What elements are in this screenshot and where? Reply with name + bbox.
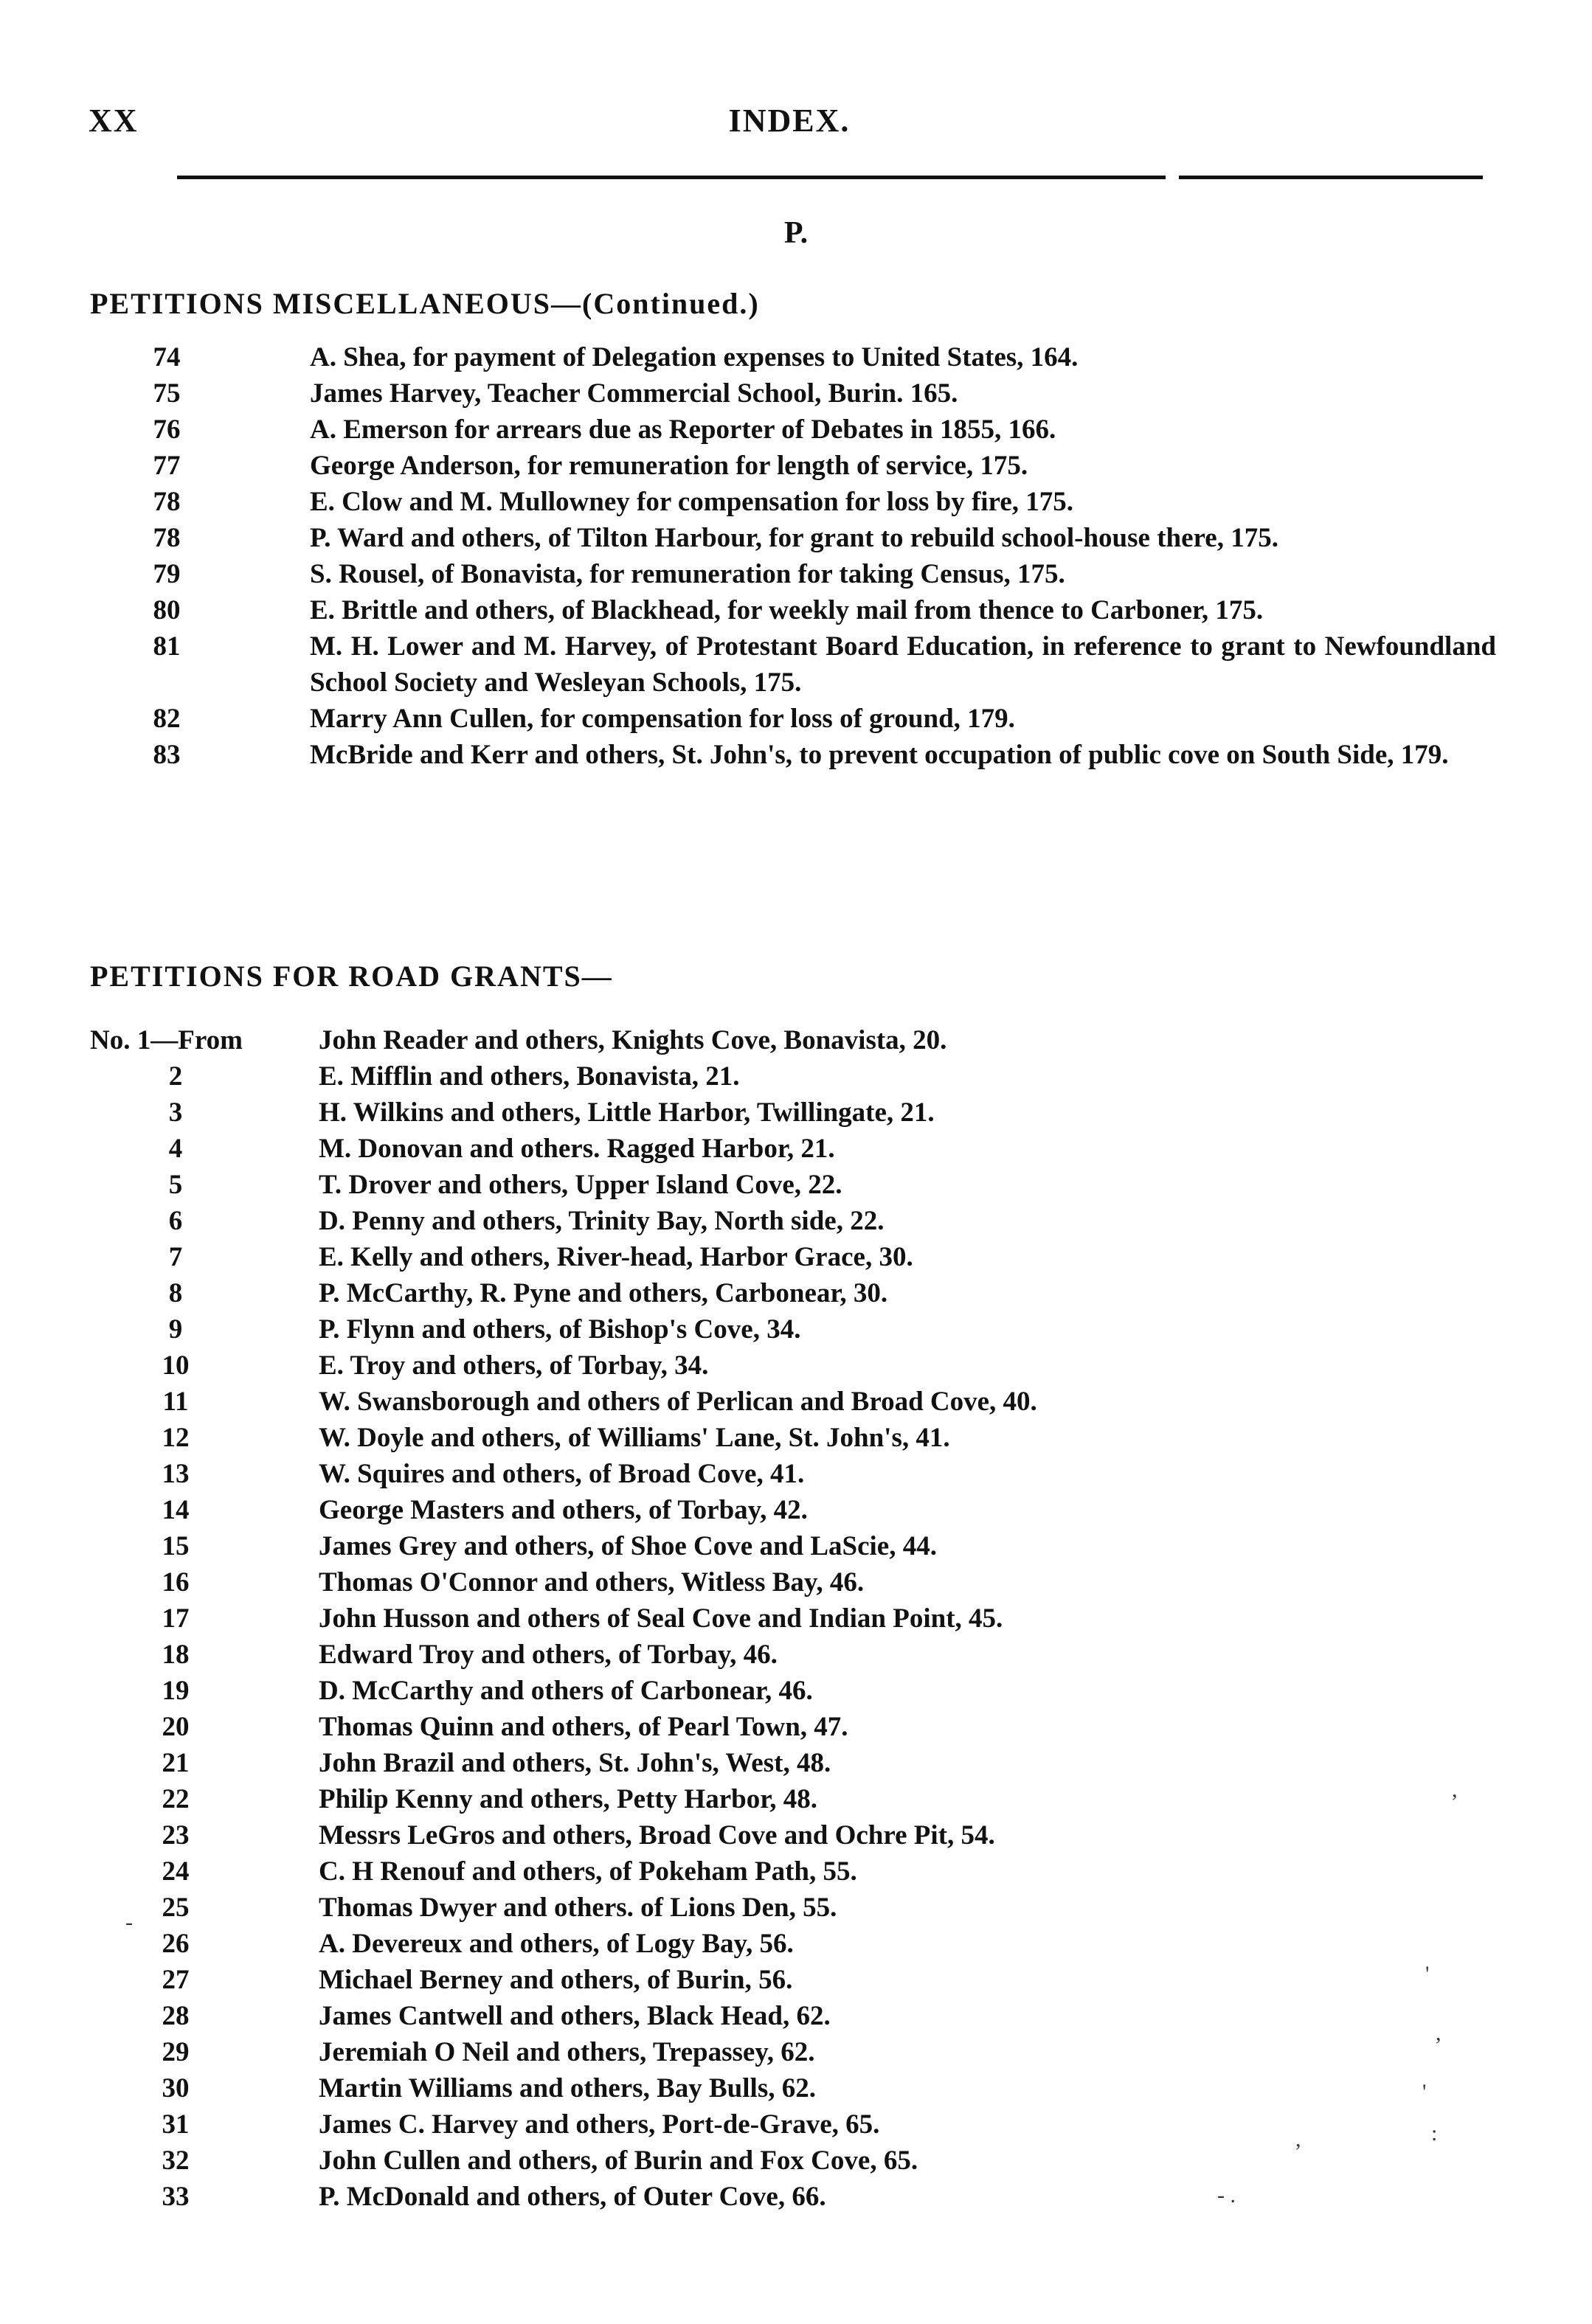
misc-petition-entry: [0, 628, 1592, 701]
road-grant-entry: [0, 1637, 1592, 1673]
misc-petition-entry: [0, 592, 1592, 628]
misc-petitions-list: [0, 339, 1592, 773]
entry-number: 10: [162, 1350, 190, 1381]
header-rule-left: [177, 176, 1166, 179]
entry-number: 12: [162, 1423, 190, 1453]
entry-number: 79: [153, 559, 181, 589]
entry-number: 7: [168, 1242, 183, 1272]
entry-text: Marry Ann Cullen, for compensation for loss of ground, 179.: [310, 704, 1015, 734]
road-grant-entry: [0, 1709, 1592, 1745]
road-grant-entry: [0, 1926, 1592, 1962]
misc-petition-entry: [0, 556, 1592, 592]
road-grant-entry: [0, 1095, 1592, 1131]
entry-number: 25: [162, 1893, 190, 1923]
margin-speck: ': [1422, 2080, 1427, 2104]
entry-text: Messrs LeGros and others, Broad Cove and Ochre Pit, 54.: [319, 1820, 995, 1850]
entry-number: 83: [153, 740, 181, 770]
entry-text: A. Emerson for arrears due as Reporter of Debates in 1855, 166.: [310, 414, 1056, 445]
entry-number: 32: [162, 2146, 190, 2176]
entry-number: 14: [162, 1495, 190, 1525]
entry-text: P. Flynn and others, of Bishop's Cove, 34.: [319, 1314, 801, 1345]
road-grant-entry: [0, 2143, 1592, 2179]
entry-text: Martin Williams and others, Bay Bulls, 62.: [319, 2073, 816, 2103]
entry-number: 75: [153, 378, 181, 409]
entry-number: 78: [153, 523, 181, 553]
entry-text: C. H Renouf and others, of Pokeham Path, 55.: [319, 1856, 857, 1887]
road-grants-heading: PETITIONS FOR ROAD GRANTS—: [90, 960, 613, 993]
entry-number: 19: [162, 1676, 190, 1706]
misc-petition-entry: [0, 448, 1592, 484]
road-grant-entry: [0, 1311, 1592, 1347]
entry-text: P. Ward and others, of Tilton Harbour, for grant to rebuild school-house there, 175.: [310, 523, 1278, 553]
entry-number: 21: [162, 1748, 190, 1778]
entry-number: 22: [162, 1784, 190, 1814]
entry-number: 30: [162, 2073, 190, 2103]
road-grant-entry: [0, 1528, 1592, 1564]
entry-text: A. Shea, for payment of Delegation expenses to United States, 164.: [310, 342, 1079, 372]
entry-text: W. Squires and others, of Broad Cove, 41.: [319, 1459, 805, 1489]
misc-petition-entry: [0, 412, 1592, 448]
entry-number: 3: [168, 1097, 183, 1128]
entry-text: James Grey and others, of Shoe Cove and LaScie, 44.: [319, 1531, 937, 1561]
road-grant-entry: [0, 1890, 1592, 1926]
entry-number: 82: [153, 704, 181, 734]
section-letter: P.: [783, 216, 809, 250]
road-grant-entry: [0, 2070, 1592, 2106]
entry-text: W. Swansborough and others of Perlican and Broad Cove, 40.: [319, 1387, 1037, 1417]
page-header: [89, 102, 1490, 146]
road-grants-list: [0, 1022, 1592, 2215]
road-grant-entry: [0, 1239, 1592, 1275]
entry-number: 4: [168, 1134, 183, 1164]
entry-text: James C. Harvey and others, Port-de-Grave, 65.: [319, 2109, 880, 2140]
entry-text: Thomas O'Connor and others, Witless Bay, 46.: [319, 1567, 865, 1598]
road-grant-entry: [0, 1673, 1592, 1709]
margin-speck: ,: [1452, 1777, 1458, 1802]
entry-number: 5: [168, 1170, 183, 1200]
entry-number: 74: [153, 342, 181, 372]
entry-number: 78: [153, 487, 181, 517]
margin-speck: ,: [1295, 2127, 1301, 2151]
road-grant-entry: [0, 1275, 1592, 1311]
entry-number: 20: [162, 1712, 190, 1742]
road-grant-entry: [0, 1781, 1592, 1817]
entry-text: W. Doyle and others, of Williams' Lane, St. John's, 41.: [319, 1423, 950, 1453]
header-rule-right: [1179, 176, 1483, 179]
entry-text: John Reader and others, Knights Cove, Bonavista, 20.: [319, 1025, 947, 1055]
entry-text: E. Troy and others, of Torbay, 34.: [319, 1350, 709, 1381]
entry-number: 77: [153, 451, 181, 481]
road-grant-entry: [0, 1384, 1592, 1420]
entry-number: 33: [162, 2182, 190, 2212]
entry-text: P. McCarthy, R. Pyne and others, Carbonear, 30.: [319, 1278, 888, 1308]
road-grant-entry: [0, 1817, 1592, 1853]
misc-petition-entry: [0, 484, 1592, 520]
misc-petitions-heading: PETITIONS MISCELLANEOUS—(Continued.): [90, 287, 760, 320]
entry-number: 80: [153, 595, 181, 625]
road-grant-entry: [0, 1564, 1592, 1600]
road-grant-entry: [0, 1167, 1592, 1203]
entry-text: T. Drover and others, Upper Island Cove, 22.: [319, 1170, 842, 1200]
road-grant-entry: [0, 1420, 1592, 1456]
entry-number: 13: [162, 1459, 190, 1489]
entry-number: 31: [162, 2109, 190, 2140]
entry-number: 24: [162, 1856, 190, 1887]
misc-petition-entry: [0, 737, 1592, 773]
road-grant-entry: [0, 1203, 1592, 1239]
misc-petition-entry: [0, 375, 1592, 412]
entry-number-label: No. 1—From: [90, 1025, 243, 1055]
road-grant-entry: [0, 1600, 1592, 1637]
margin-speck: :: [1431, 2121, 1438, 2146]
entry-number: 6: [168, 1206, 183, 1236]
entry-text: Thomas Dwyer and others. of Lions Den, 55.: [319, 1893, 837, 1923]
entry-text: James Cantwell and others, Black Head, 62.: [319, 2001, 831, 2031]
entry-text: A. Devereux and others, of Logy Bay, 56.: [319, 1929, 794, 1959]
entry-number: 76: [153, 414, 181, 445]
entry-text: E. Kelly and others, River-head, Harbor Grace, 30.: [319, 1242, 913, 1272]
entry-text: E. Clow and M. Mullowney for compensation for loss by fire, 175.: [310, 487, 1073, 517]
entry-text: M. Donovan and others. Ragged Harbor, 21.: [319, 1134, 835, 1164]
entry-text: John Cullen and others, of Burin and Fox Cove, 65.: [319, 2146, 918, 2176]
entry-text: James Harvey, Teacher Commercial School, Burin. 165.: [310, 378, 958, 409]
road-grant-entry: [0, 1131, 1592, 1167]
margin-speck: ,: [1436, 2021, 1442, 2045]
road-grant-entry: [0, 1347, 1592, 1384]
entry-number: 9: [168, 1314, 183, 1345]
road-grant-entry: [0, 1058, 1592, 1095]
entry-number: 29: [162, 2037, 190, 2067]
running-title: INDEX.: [728, 103, 851, 139]
entry-number: 17: [162, 1603, 190, 1634]
road-grant-entry: [0, 1962, 1592, 1998]
entry-number: 26: [162, 1929, 190, 1959]
entry-text: George Anderson, for remuneration for length of service, 175.: [310, 451, 1028, 481]
entry-number: 18: [162, 1640, 190, 1670]
entry-text: John Brazil and others, St. John's, West, 48.: [319, 1748, 831, 1778]
margin-speck: -: [125, 1910, 133, 1935]
entry-text: E. Brittle and others, of Blackhead, for weekly mail from thence to Carboner, 175.: [310, 595, 1264, 625]
road-grant-entry: [0, 2179, 1592, 2215]
entry-number: 16: [162, 1567, 190, 1598]
road-grant-entry: [0, 1022, 1592, 1058]
road-grant-entry: [0, 1492, 1592, 1528]
entry-text: Michael Berney and others, of Burin, 56.: [319, 1965, 793, 1995]
entry-text: H. Wilkins and others, Little Harbor, Twillingate, 21.: [319, 1097, 935, 1128]
entry-text: D. Penny and others, Trinity Bay, North side, 22.: [319, 1206, 885, 1236]
entry-number: 2: [168, 1061, 183, 1092]
entry-text: George Masters and others, of Torbay, 42.: [319, 1495, 808, 1525]
road-grant-entry: [0, 1745, 1592, 1781]
entry-text: D. McCarthy and others of Carbonear, 46.: [319, 1676, 813, 1706]
road-grant-entry: [0, 1853, 1592, 1890]
misc-petition-entry: [0, 520, 1592, 556]
misc-petition-entry: [0, 339, 1592, 375]
road-grant-entry: [0, 1456, 1592, 1492]
entry-text: S. Rousel, of Bonavista, for remuneration for taking Census, 175.: [310, 559, 1065, 589]
road-grant-entry: [0, 1998, 1592, 2034]
entry-text: P. McDonald and others, of Outer Cove, 66.: [319, 2182, 826, 2212]
entry-text: Philip Kenny and others, Petty Harbor, 48.: [319, 1784, 817, 1814]
margin-speck: ': [1425, 1962, 1430, 1986]
entry-number: 27: [162, 1965, 190, 1995]
entry-text: McBride and Kerr and others, St. John's, to prevent occupation of public cove on South Side, 179.: [310, 740, 1449, 770]
entry-number: 28: [162, 2001, 190, 2031]
page-number: XX: [89, 103, 139, 139]
road-grant-entry: [0, 2106, 1592, 2143]
entry-text: Jeremiah O Neil and others, Trepassey, 62.: [319, 2037, 815, 2067]
entry-text: Edward Troy and others, of Torbay, 46.: [319, 1640, 778, 1670]
entry-text: M. H. Lower and M. Harvey, of Protestant Board Education, in reference to grant to Newfoundland School Society and Wesleyan Schools, 175.: [310, 631, 1496, 698]
road-grant-entry: [0, 2034, 1592, 2070]
entry-text: E. Mifflin and others, Bonavista, 21.: [319, 1061, 740, 1092]
entry-number: 81: [153, 631, 181, 662]
entry-number: 23: [162, 1820, 190, 1850]
entry-number: 15: [162, 1531, 190, 1561]
misc-petition-entry: [0, 701, 1592, 737]
entry-text: John Husson and others of Seal Cove and Indian Point, 45.: [319, 1603, 1003, 1634]
entry-text: Thomas Quinn and others, of Pearl Town, 47.: [319, 1712, 848, 1742]
margin-speck: - .: [1217, 2183, 1236, 2207]
entry-number: 8: [168, 1278, 183, 1308]
entry-number: 11: [162, 1387, 189, 1417]
